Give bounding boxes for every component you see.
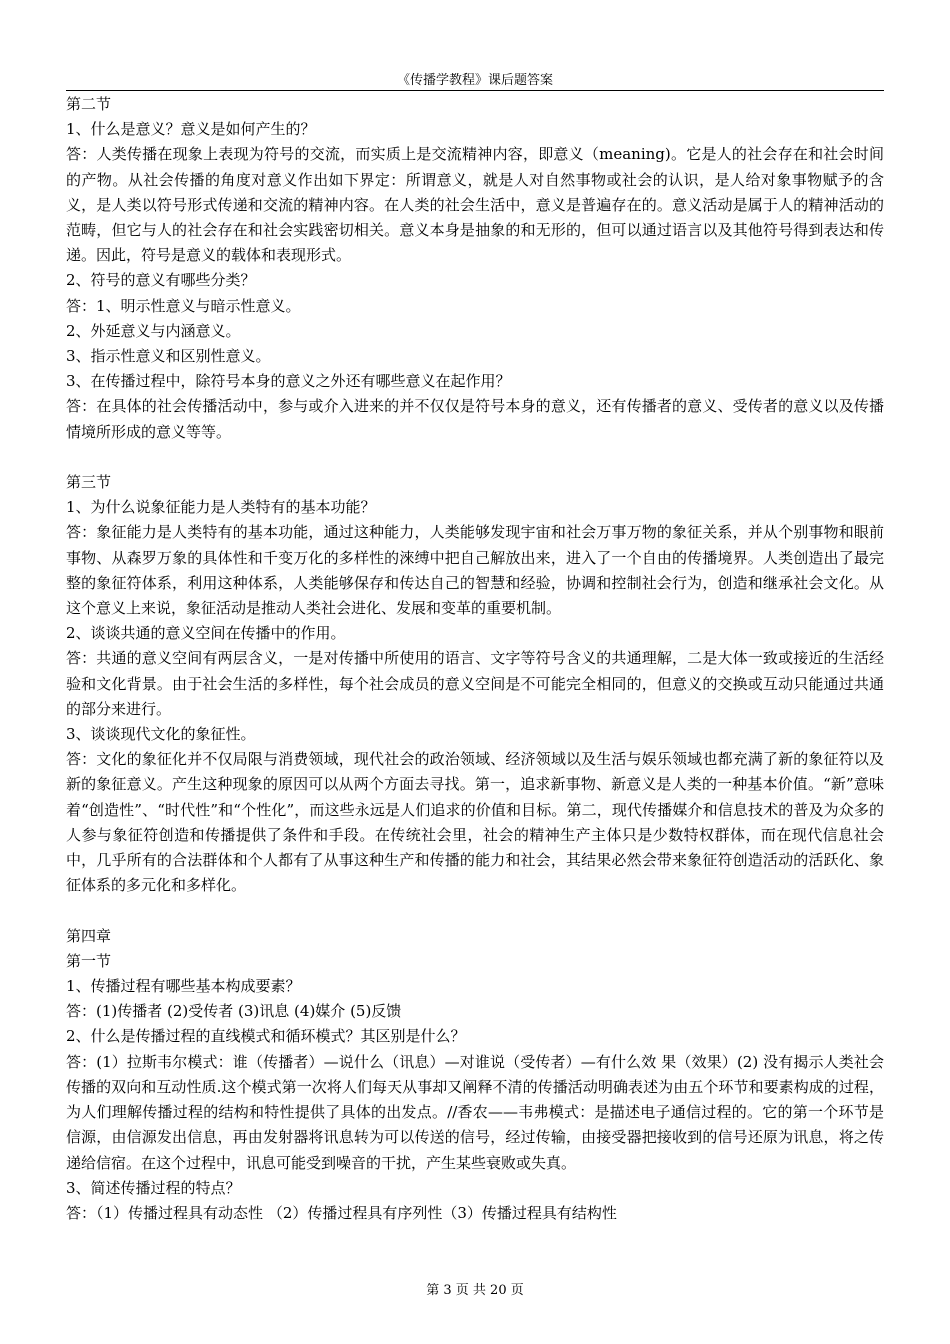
paragraph: 第一节 — [66, 951, 112, 970]
paragraph: 第四章 — [66, 926, 112, 945]
paragraph: 答：(1)传播者 (2)受传者 (3)讯息 (4)媒介 (5)反馈 — [66, 1002, 402, 1021]
paragraph: 2、什么是传播过程的直线模式和循环模式？其区别是什么？ — [66, 1027, 466, 1046]
paragraph: 1、什么是意义？意义是如何产生的？ — [66, 120, 316, 139]
document-body — [66, 92, 884, 1226]
paragraph: 2、外延意义与内涵意义。 — [66, 321, 241, 340]
page-footer: 第 3 页 共 20 页 — [426, 1283, 524, 1298]
paragraph: 3、谈谈现代文化的象征性。 — [66, 725, 256, 744]
paragraph: 3、简述传播过程的特点？ — [66, 1178, 241, 1197]
paragraph: 答：在具体的社会传播活动中，参与或介入进来的并不仅仅是符号本身的意义，还有传播者的意义、受传者的意义以及传播情境所形成的意义等等。 — [66, 397, 884, 441]
paragraph: 2、符号的意义有哪些分类？ — [66, 271, 256, 290]
paragraph: 3、在传播过程中，除符号本身的意义之外还有哪些意义在起作用？ — [66, 372, 511, 391]
paragraph: 1、传播过程有哪些基本构成要素？ — [66, 977, 301, 996]
blank-line — [66, 445, 884, 470]
paragraph: 2、谈谈共通的意义空间在传播中的作用。 — [66, 624, 346, 643]
paragraph: 答：（1）传播过程具有动态性 （2）传播过程具有序列性（3）传播过程具有结构性 — [66, 1203, 617, 1222]
paragraph: 答：共通的意义空间有两层含义，一是对传播中所使用的语言、文字等符号含义的共通理解，二是大体一致或接近的生活经验和文化背景。由于社会生活的多样性，每个社会成员的意义空间是不可能完全相同的，但意义的交换或互动只能通过共通的部分来进行。 — [66, 649, 884, 718]
paragraph: 答：(1）拉斯韦尔模式：谁（传播者）—说什么（讯息）—对谁说（受传者）—有什么效 果（效果）(2) 没有揭示人类社会传播的双向和互动性质.这个模式第一次将人们每天从事却又阐释不清的传播活动明确表述为由五个环节和要素构成的过程，为人们理解传播过程的结构和特性提供了具体的出发点。//香农——韦弗模式：是描述电子通信过程的。它的第一个环节是信源，由信源发出信息，再由发射器将讯息转为可以传送的信号，经过传输，由接受器把接收到的信号还原为讯息，将之传递给信宿。在这个过程中，讯息可能受到噪音的干扰，产生某些衰败或失真。 — [66, 1052, 884, 1172]
paragraph: 答：1、明示性意义与暗示性意义。 — [66, 296, 301, 315]
paragraph: 答：人类传播在现象上表现为符号的交流，而实质上是交流精神内容，即意义（meaning)。它是人的社会存在和社会时间的产物。从社会传播的角度对意义作出如下界定：所谓意义，就是人对自然事物或社会的认识，是人给对象事物赋予的含义，是人类以符号形式传递和交流的精神内容。在人类的社会生活中，意义是普遍存在的。意义活动是属于人的精神活动的范畴，但它与人的社会存在和社会实践密切相关。意义本身是抽象的和无形的，但可以通过语言以及其他符号得到表达和传递。因此，符号是意义的载体和表现形式。 — [66, 145, 884, 265]
paragraph: 第三节 — [66, 473, 112, 492]
blank-line — [66, 898, 884, 923]
paragraph: 1、为什么说象征能力是人类特有的基本功能？ — [66, 498, 376, 517]
paragraph: 答：文化的象征化并不仅局限与消费领域，现代社会的政治领域、经济领域以及生活与娱乐领域也都充满了新的象征符以及新的象征意义。产生这种现象的原因可以从两个方面去寻找。第一，追求新事物、新意义是人类的一种基本价值。“新”意味着“创造性”、“时代性”和“个性化”，而这些永远是人们追求的价值和目标。第二，现代传播媒介和信息技术的普及为众多的人参与象征符创造和传播提供了条件和手段。在传统社会里，社会的精神生产主体只是少数特权群体，而在现代信息社会中，几乎所有的合法群体和个人都有了从事这种生产和传播的能力和社会，其结果必然会带来象征符创造活动的活跃化、象征体系的多元化和多样化。 — [66, 750, 884, 895]
header-rule — [66, 90, 884, 91]
page-header: 《传播学教程》课后题答案 — [396, 73, 553, 88]
paragraph: 3、指示性意义和区别性意义。 — [66, 347, 271, 366]
paragraph: 第二节 — [66, 95, 112, 113]
paragraph: 答：象征能力是人类特有的基本功能，通过这种能力，人类能够发现宇宙和社会万事万物的象征关系，并从个别事物和眼前事物、从森罗万象的具体性和千变万化的多样性的淶缚中把自己解放出来，进入了一个自由的传播境界。人类创造出了最完整的象征符体系，利用这种体系，人类能够保存和传达自己的智慧和经验，协调和控制社会行为，创造和继承社会文化。从这个意义上来说，象征活动是推动人类社会进化、发展和变革的重要机制。 — [66, 523, 884, 618]
